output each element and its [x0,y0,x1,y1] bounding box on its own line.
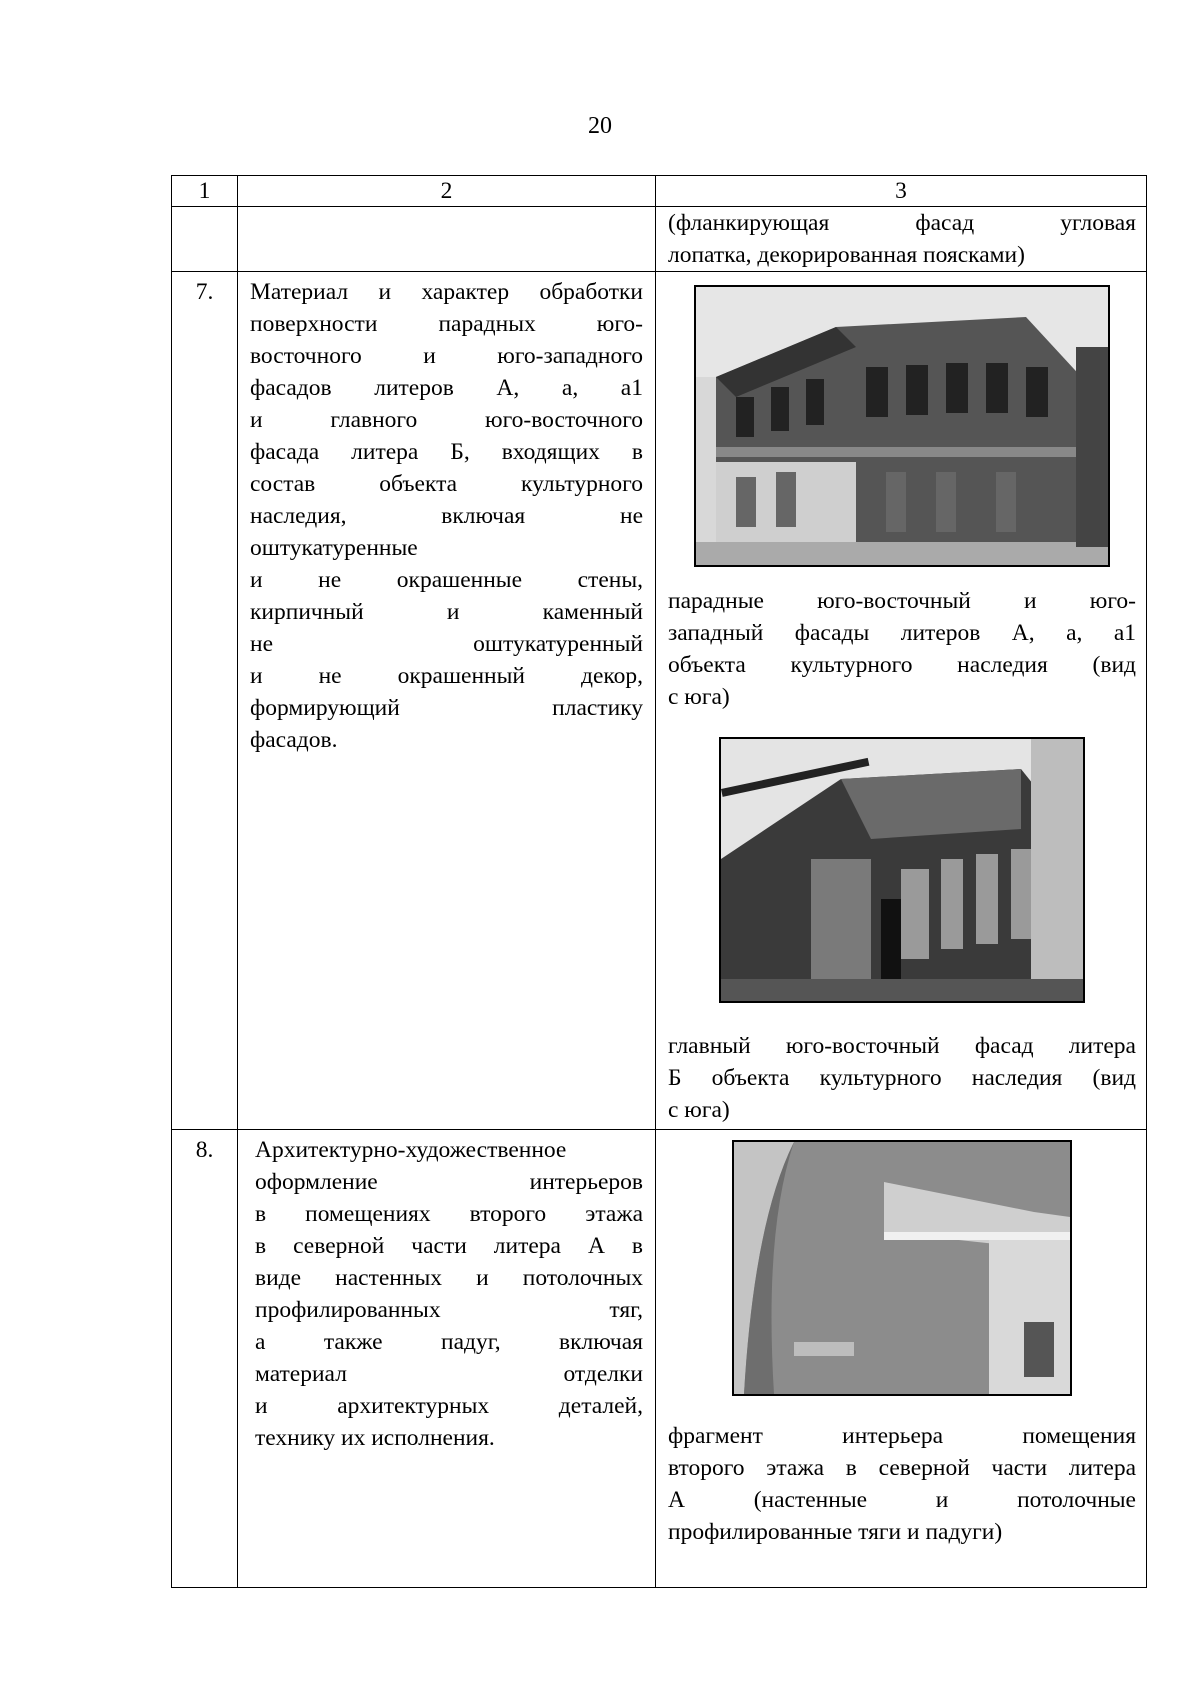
feature-line: состав объекта культурного [250,471,643,497]
feature-line: наследия, включая не [250,503,643,529]
feature-line: не оштукатуренный [250,631,643,657]
building-photo-image [721,739,1083,1001]
row-number: 8. [172,1130,238,1588]
caption-line: объекта культурного наследия (вид [668,652,1136,678]
feature-line: Материал и характер обработки [250,279,643,305]
feature-line: в помещениях второго этажа [255,1201,643,1227]
feature-line: оштукатуренные [250,535,418,561]
feature-line: кирпичный и каменный [250,599,643,625]
interior-photo-image [734,1142,1070,1394]
feature-description [238,1130,656,1588]
photo-caption [668,585,1136,713]
feature-line: в северной части литера А в [255,1233,643,1259]
feature-line: фасада литера Б, входящих в [250,439,643,465]
caption-line: Б объекта культурного наследия (вид [668,1065,1136,1091]
photo-cell [656,272,1147,1130]
caption-line: западный фасады литеров А, а, а1 [668,620,1136,646]
feature-line: технику их исполнения. [255,1425,495,1451]
feature-line: виде настенных и потолочных [255,1265,643,1291]
table-row-8 [172,1130,1147,1588]
feature-line: оформление интерьеров [255,1169,643,1195]
facade-photo-lit-b [719,737,1085,1003]
feature-line: формирующий пластику [250,695,643,721]
header-col-3: 3 [656,176,1147,207]
feature-description [238,272,656,1130]
facade-photo-lit-a [694,285,1110,567]
continuation-caption-cell [656,207,1147,272]
page-number: 20 [588,113,612,139]
feature-line: а также падуг, включая [255,1329,643,1355]
caption-line: фрагмент интерьера помещения [668,1423,1136,1449]
heritage-features-table [171,175,1147,1588]
photo-cell [656,1130,1147,1588]
header-col-1: 1 [172,176,238,207]
caption-line: лопатка, декорированная поясками) [668,242,1025,268]
feature-line: и не окрашенный декор, [250,663,643,689]
caption-line: профилированные тяги и падуги) [668,1519,1003,1545]
interior-photo [732,1140,1072,1396]
feature-line: материал отделки [255,1361,643,1387]
feature-line: Архитектурно-художественное [255,1137,567,1163]
row-number: 7. [172,272,238,1130]
continuation-caption [668,207,1136,271]
feature-line: восточного и юго-западного [250,343,643,369]
feature-line: и не окрашенные стены, [250,567,643,593]
photo-caption [668,1420,1136,1548]
table-header-row [172,176,1147,207]
continuation-feature-cell [238,207,656,272]
header-col-2: 2 [238,176,656,207]
caption-line: второго этажа в северной части литера [668,1455,1136,1481]
caption-line: с юга) [668,1097,730,1123]
feature-line: фасадов. [250,727,338,753]
building-photo-image [696,287,1108,565]
caption-line: главный юго-восточный фасад литера [668,1033,1136,1059]
feature-line: и архитектурных деталей, [255,1393,643,1419]
caption-line: (фланкирующая фасад угловая [668,210,1136,236]
table-row-7 [172,272,1147,1130]
feature-line: профилированных тяг, [255,1297,643,1323]
caption-line: с юга) [668,684,730,710]
feature-line: поверхности парадных юго- [250,311,643,337]
photo-caption [668,1030,1136,1126]
caption-line: А (настенные и потолочные [668,1487,1136,1513]
feature-line: и главного юго-восточного [250,407,643,433]
continuation-row [172,207,1147,272]
feature-line: фасадов литеров А, а, а1 [250,375,643,401]
caption-line: парадные юго-восточный и юго- [668,588,1136,614]
continuation-num-cell [172,207,238,272]
